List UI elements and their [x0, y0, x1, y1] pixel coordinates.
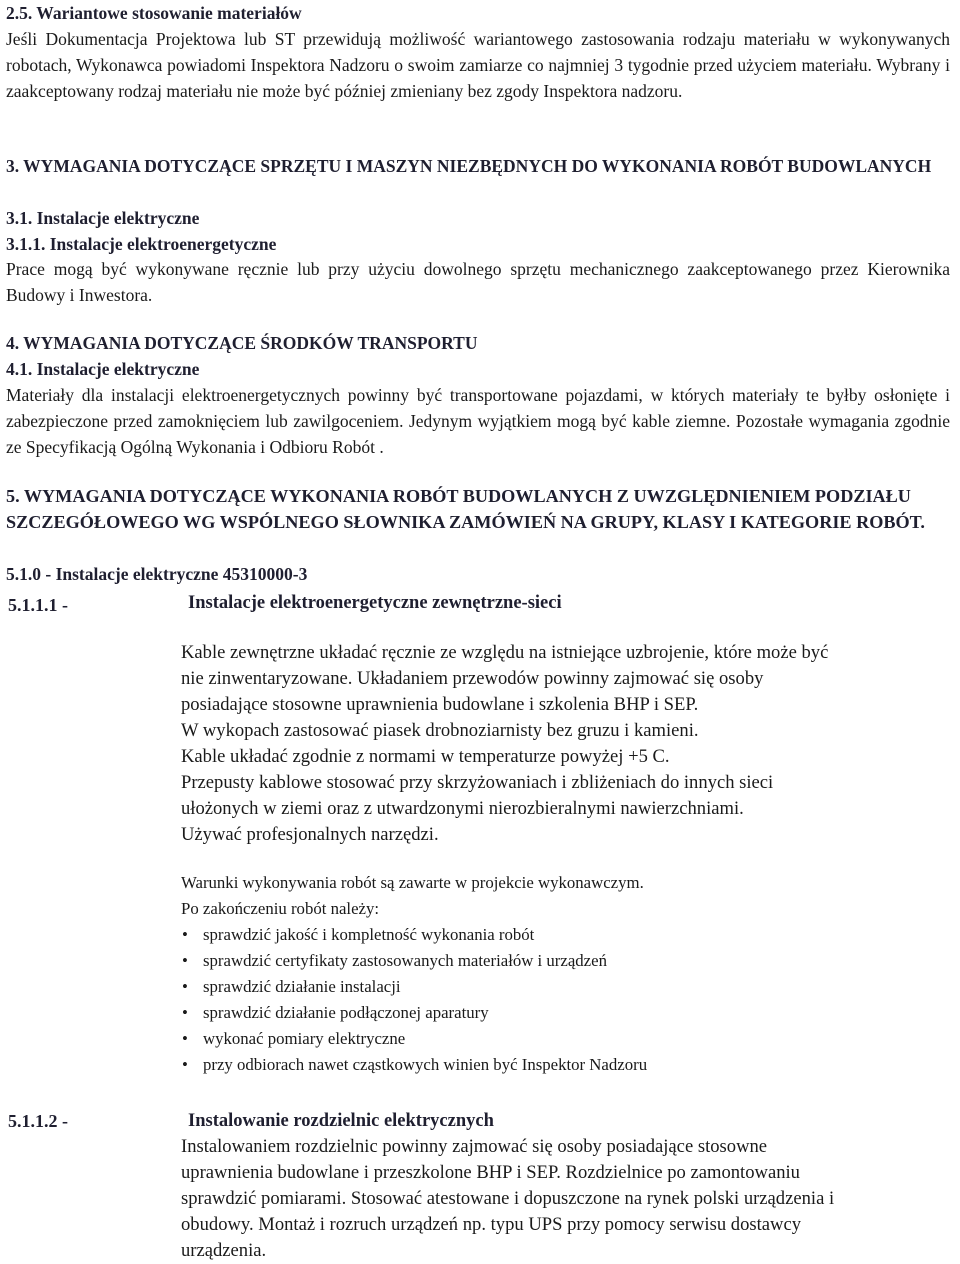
list-item: • sprawdzić działanie podłączonej aparatury [181, 1000, 956, 1026]
list-item: • wykonać pomiary elektryczne [181, 1026, 956, 1052]
bullet-icon: • [182, 1029, 188, 1048]
body-line: posiadające stosowne uprawnienia budowlane i szkolenia BHP i SEP. [181, 694, 699, 715]
body-line: Kable zewnętrzne układać ręcznie ze względu na istniejące uzbrojenie, które może być [181, 642, 829, 663]
section-body-4: Materiały dla instalacji elektroenergetycznych powinny być transportowane pojazdami, w których materiały te byłby osłonięte i zabezpieczone przed zamoknięciem lub zawilgoceniem. Jedynym wyjątkiem mogą być kable ziemne. Pozostałe wymagania zgodnie ze Specyfikacją Ogólną Wykonania i Odbioru Robót . [6, 385, 950, 457]
subsection-heading-5-1-0: 5.1.0 - Instalacje elektryczne 45310000-3 [6, 564, 308, 584]
section-heading-5: 5. WYMAGANIA DOTYCZĄCE WYKONANIA ROBÓT BUDOWLANYCH Z UWZGLĘDNIENIEM PODZIAŁU SZCZEGÓŁOWEGO WG WSPÓLNEGO SŁOWNIKA ZAMÓWIEŃ NA GRUPY, KLASY I KATEGORIE ROBÓT. [6, 486, 925, 532]
body-line: Przepusty kablowe stosować przy skrzyżowaniach i zbliżeniach do innych sieci [181, 772, 774, 793]
item-number-5-1-1-1: 5.1.1.1 - [8, 595, 68, 615]
subsection-heading-4-1: 4.1. Instalacje elektryczne [6, 359, 200, 379]
body-line: nie zinwentaryzowane. Układaniem przewodów powinny zajmować się osoby [181, 668, 764, 689]
body-line: urządzenia. [181, 1240, 267, 1261]
item-conditions-5-1-1-1 [181, 870, 956, 1078]
conditions-line: Warunki wykonywania robót są zawarte w projekcie wykonawczym. [181, 873, 644, 892]
bullet-icon: • [182, 1003, 188, 1022]
body-line: Instalowaniem rozdzielnic powinny zajmować się osoby posiadające stosowne [181, 1136, 768, 1157]
subsection-heading-3-1: 3.1. Instalacje elektryczne [6, 208, 200, 228]
list-item: • sprawdzić certyfikaty zastosowanych materiałów i urządzeń [181, 948, 956, 974]
body-line: uprawnienia budowlane i przeszkolone BHP i SEP. Rozdzielnice po zamontowaniu [181, 1162, 800, 1183]
bullet-icon: • [182, 925, 188, 944]
bullet-icon: • [182, 1055, 188, 1074]
list-item: • sprawdzić jakość i kompletność wykonania robót [181, 922, 956, 948]
section-heading-2-5: 2.5. Wariantowe stosowanie materiałów [6, 3, 302, 23]
subsection-heading-3-1-1: 3.1.1. Instalacje elektroenergetyczne [6, 234, 277, 254]
item-title-5-1-1-2: Instalowanie rozdzielnic elektrycznych [188, 1111, 494, 1131]
item-number-5-1-1-2: 5.1.1.2 - [8, 1111, 68, 1131]
checklist [181, 922, 956, 1078]
body-line: Kable układać zgodnie z normami w temperaturze powyżej +5 C. [181, 746, 670, 767]
section-heading-4: 4. WYMAGANIA DOTYCZĄCE ŚRODKÓW TRANSPORTU [6, 333, 478, 353]
item-body-5-1-1-1 [181, 640, 956, 848]
section-body-2-5: Jeśli Dokumentacja Projektowa lub ST przewidują możliwość wariantowego zastosowania rodzaju materiału w wykonywanych robotach, Wykonawca powiadomi Inspektora Nadzoru o swoim zamiarze co najmniej 3 tygodnie przed użyciem materiału. Wybrany i zaakceptowany rodzaj materiału nie może być później zmieniany bez zgody Inspektora nadzoru. [6, 29, 950, 101]
body-line: sprawdzić pomiarami. Stosować atestowane i dopuszczone na rynek polski urządzenia i [181, 1188, 835, 1209]
conditions-line: Po zakończeniu robót należy: [181, 899, 380, 918]
bullet-icon: • [182, 977, 188, 996]
body-line: obudowy. Montaż i rozruch urządzeń np. typu UPS przy pomocy serwisu dostawcy [181, 1214, 802, 1235]
body-line: ułożonych w ziemi oraz z utwardzonymi nierozbieralnymi nawierzchniami. [181, 798, 744, 819]
body-line: W wykopach zastosować piasek drobnoziarnisty bez gruzu i kamieni. [181, 720, 699, 741]
bullet-icon: • [182, 951, 188, 970]
body-line: Używać profesjonalnych narzędzi. [181, 824, 439, 845]
section-heading-3: 3. WYMAGANIA DOTYCZĄCE SPRZĘTU I MASZYN NIEZBĘDNYCH DO WYKONANIA ROBÓT BUDOWLANYCH [6, 156, 932, 176]
section-body-3: Prace mogą być wykonywane ręcznie lub przy użyciu dowolnego sprzętu mechanicznego zaakceptowanego przez Kierownika Budowy i Inwestora. [6, 259, 950, 305]
item-body-5-1-1-2 [181, 1134, 956, 1264]
list-item: • przy odbiorach nawet cząstkowych winien być Inspektor Nadzoru [181, 1052, 956, 1078]
item-title-5-1-1-1: Instalacje elektroenergetyczne zewnętrzne-sieci [188, 593, 562, 613]
list-item: • sprawdzić działanie instalacji [181, 974, 956, 1000]
